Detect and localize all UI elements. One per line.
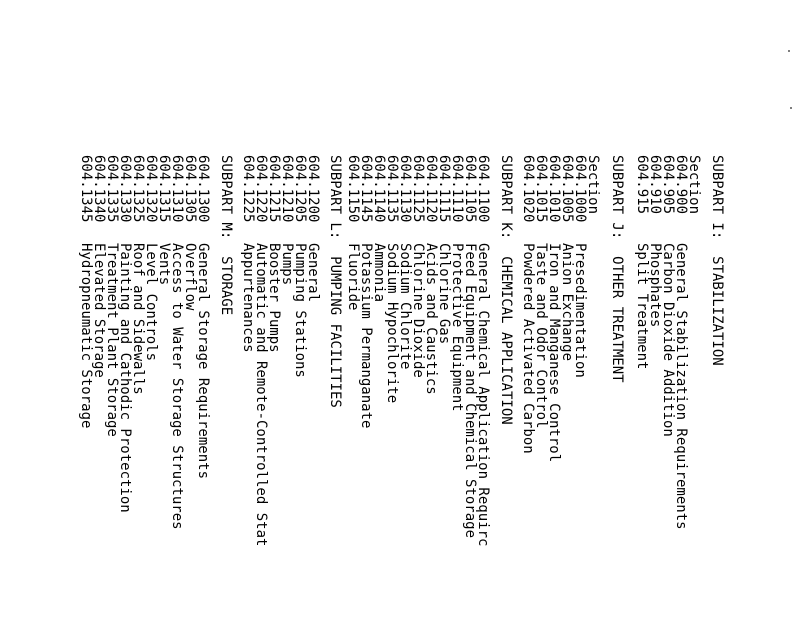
section-number: 604.1315 bbox=[156, 155, 172, 223]
section-title: Fluoride bbox=[345, 243, 361, 311]
section-title: Booster Pumps bbox=[266, 243, 282, 353]
section-number: 604.1110 bbox=[449, 155, 465, 223]
section-title: Split Treatment bbox=[634, 243, 650, 370]
section-number: 604.1015 bbox=[533, 155, 549, 223]
section-title: Taste and Odor Control bbox=[533, 243, 549, 429]
section-number: 604.1215 bbox=[266, 155, 282, 223]
subpart-heading: SUBPART M: STORAGE bbox=[218, 155, 234, 316]
section-number: 604.1325 bbox=[130, 155, 146, 223]
subpart-heading: SUBPART J: OTHER TREATMENT bbox=[609, 155, 625, 383]
section-title: Chlorine Gas bbox=[436, 243, 452, 345]
section-number: 604.1010 bbox=[546, 155, 562, 223]
section-number: 604.910 bbox=[647, 155, 663, 215]
section-number: 604.1345 bbox=[78, 155, 94, 223]
section-number: 604.1330 bbox=[117, 155, 133, 223]
section-number: 604.1130 bbox=[397, 155, 413, 223]
section-title: Protective Equipment bbox=[449, 243, 465, 412]
section-number: 604.1005 bbox=[559, 155, 575, 223]
section-number: 604.1140 bbox=[371, 155, 387, 223]
section-title: Level Controls bbox=[143, 243, 159, 362]
section-column-label: Section bbox=[585, 155, 601, 215]
subpart-heading: SUBPART K: CHEMICAL APPLICATION bbox=[498, 155, 514, 425]
section-number: 604.1310 bbox=[169, 155, 185, 223]
subpart-heading: SUBPART L: PUMPING FACILITIES bbox=[327, 155, 343, 408]
section-title: General Storage Requirements bbox=[195, 243, 211, 480]
section-number: 604.1000 bbox=[572, 155, 588, 223]
section-title: Painting and Cathodic Protection bbox=[117, 243, 133, 513]
section-title: Hydropneumatic Storage bbox=[78, 243, 94, 429]
section-number: 604.905 bbox=[660, 155, 676, 215]
section-title: Overflow bbox=[182, 243, 198, 311]
section-title: Pumping Stations bbox=[292, 243, 308, 378]
section-number: 604.900 bbox=[673, 155, 689, 215]
section-title: Anion Exchange bbox=[559, 243, 575, 362]
section-number: 604.1115 bbox=[436, 155, 452, 223]
section-number: 604.1200 bbox=[305, 155, 321, 223]
section-title: Presedimentation bbox=[572, 243, 588, 378]
section-title: Vents bbox=[156, 243, 172, 286]
section-number: 604.1145 bbox=[358, 155, 374, 223]
section-number: 604.1125 bbox=[410, 155, 426, 223]
section-number: 604.1105 bbox=[462, 155, 478, 223]
section-number: 604.1150 bbox=[345, 155, 361, 223]
section-number: 604.1120 bbox=[423, 155, 439, 223]
section-title: Access to Water Storage Structures bbox=[169, 243, 185, 530]
section-title: Roof and Sidewalls bbox=[130, 243, 146, 395]
section-title: General bbox=[305, 243, 321, 303]
section-title: Automatic and Remote-Controlled Stat bbox=[253, 243, 269, 547]
section-title: General Stabilization Requirements bbox=[673, 243, 689, 530]
section-title: Powdered Activated Carbon bbox=[520, 243, 536, 454]
section-title: Treatment Plant Storage bbox=[104, 243, 120, 437]
section-title: General Chemical Application Requirc bbox=[475, 243, 491, 547]
section-number: 604.1020 bbox=[520, 155, 536, 223]
section-title: Feed Equipment and Chemical Storage bbox=[462, 243, 478, 539]
section-title: Phosphates bbox=[647, 243, 663, 328]
subpart-heading: SUBPART I: STABILIZATION bbox=[709, 155, 725, 366]
section-number: 604.1335 bbox=[104, 155, 120, 223]
section-number: 604.1225 bbox=[240, 155, 256, 223]
section-number: 604.1210 bbox=[279, 155, 295, 223]
section-number: 604.1220 bbox=[253, 155, 269, 223]
section-title: Acids and Caustics bbox=[423, 243, 439, 395]
section-number: 604.1340 bbox=[91, 155, 107, 223]
section-title: Potassium Permanganate bbox=[358, 243, 374, 429]
section-number: 604.915 bbox=[634, 155, 650, 215]
section-title: Appurtenances bbox=[240, 243, 256, 353]
section-title: Carbon Dioxide Addition bbox=[660, 243, 676, 437]
scan-speck bbox=[788, 50, 790, 52]
section-title: Chlorine Dioxide bbox=[410, 243, 426, 378]
section-title: Ammonia bbox=[371, 243, 387, 303]
section-number: 604.1305 bbox=[182, 155, 198, 223]
section-title: Sodium Hypochlorite bbox=[384, 243, 400, 404]
section-number: 604.1135 bbox=[384, 155, 400, 223]
section-number: 604.1300 bbox=[195, 155, 211, 223]
section-title: Iron and Manganese Control bbox=[546, 243, 562, 463]
section-number: 604.1320 bbox=[143, 155, 159, 223]
section-number: 604.1100 bbox=[475, 155, 491, 223]
section-number: 604.1205 bbox=[292, 155, 308, 223]
section-title: Sodium Chlorite bbox=[397, 243, 413, 370]
section-title: Pumps bbox=[279, 243, 295, 286]
section-title: Elevated Storage bbox=[91, 243, 107, 378]
scan-speck bbox=[790, 107, 792, 109]
section-column-label: Section bbox=[686, 155, 702, 215]
